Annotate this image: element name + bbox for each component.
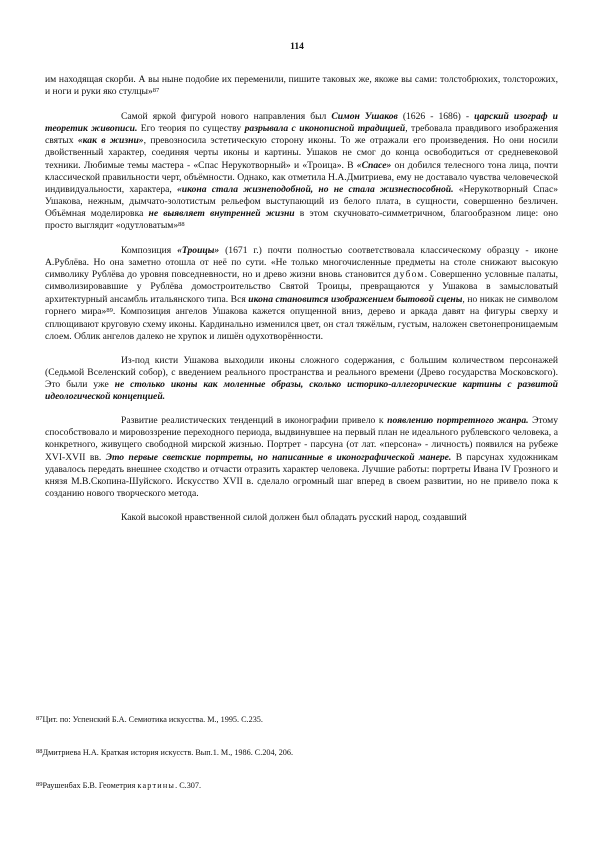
emphasis-text: Это первые светские портреты, но написанные в иконографической манере. xyxy=(105,451,452,463)
text-run: В парсунах художникам удавалось передать внешнее сходство и отчасти отразить характер человека. Лучшие работы: портреты Ивана IV Грозного и князя М.В.Скопина-Шуйского. Искусство XVII в. сделало огромный шаг вперед в своем развитии, но не привело пока к созданию нового творческого метода. xyxy=(45,451,558,499)
footnote-ref-89[interactable]: 89 xyxy=(106,306,113,314)
footnote-spaced-text: картины xyxy=(137,781,176,790)
footnote-text: . С.307. xyxy=(175,781,202,790)
emphasis-text: появлению портретного жанра. xyxy=(387,415,529,427)
text-run: Этому способствовало и мировоззрение переходного периода, выдвинувшее на первый план не идеального рублевского человека, а конкретного, живущего свободной мирской жизнью. Портрет - парсуна (от лат. «персона» - личность) появился на рубеже XVI-XVII вв. xyxy=(45,415,559,463)
text-run: (1671 г.) почти полностью соответствовала классическому образцу - иконе А.Рублёва. Но она заметно отошла от неё по сути. «Не только многочисленные предметы на столе снижают высокую символику Рублёва до уровня повседневности, но и древо жизни вновь становится xyxy=(45,245,558,281)
footnote-ref-87[interactable]: 87 xyxy=(152,87,160,95)
text-run: . Композиция ангелов Ушакова кажется опущенной вниз, дерево и аркада давят на фигуры сверху и сплющивают круговую схему иконы. Кардинально изменился цвет, он стал тяжёлым, густым, наложен светонепроницаемым слоем. Облик ангелов далеко не хрупок и лишён одухотворённости. xyxy=(45,305,558,342)
body-text xyxy=(45,74,558,536)
text-run: Из-под кисти Ушакова выходили иконы сложного содержания, с большим количеством персонажей (Седьмой Вселенский собор), с введением реального пространства и реального времени (Древо государства Московского). Это были уже xyxy=(45,354,558,391)
text-run: Какой высокой нравственной силой должен был обладать русский народ, создавший xyxy=(121,511,467,523)
page-number: 114 xyxy=(290,42,304,52)
text-run: в этом скучновато-симметричном, благообразном лице: оно просто выглядит «одутловатым» xyxy=(45,207,559,232)
emphasis-text: не выявляет внутренней жизни xyxy=(148,207,295,219)
emphasis-text: разрывала с иконописной традицией xyxy=(244,123,406,135)
footnote-number: 89 xyxy=(36,781,43,788)
footnote-87 xyxy=(36,715,556,724)
paragraph-1 xyxy=(45,74,558,99)
text-run: , требовала правдивого изображения святых xyxy=(45,123,558,147)
emphasis-text: «как в жизни» xyxy=(77,135,144,147)
footnotes xyxy=(36,715,556,814)
emphasis-text: икона становится изображением бытовой сцены xyxy=(248,293,463,305)
footnote-number: 87 xyxy=(36,715,43,722)
emphasis-text: не столько иконы как моленные образы, сколько историко-аллегорические картины с развитой идеологической концепцией. xyxy=(45,379,558,403)
text-run: (1626 - 1686) - xyxy=(397,111,475,123)
text-run: , превозносила эстетическую сторону иконы. То же отражали его произведения. Но они носили двойственный характер, соединяя черты иконы и картины. Ушаков не смог до конца освободиться от средневековой техники. Любимые темы мастера - «Спас Нерукотворный» и «Троица». В xyxy=(45,135,558,171)
paragraph-4 xyxy=(45,355,558,403)
footnote-89 xyxy=(36,781,556,790)
footnote-text: Цит. по: Успенский Б.А. Семиотика искусства. М., 1995. С.235. xyxy=(42,715,263,724)
paragraph-3 xyxy=(45,245,558,343)
text-run: Его теория по существу xyxy=(137,123,245,135)
footnote-text: Дмитриева Н.А. Краткая история искусств. Вып.1. М., 1986. С.204, 206. xyxy=(42,748,294,757)
text-run: он добился телесного тона лица, почти классической правильности черт, объёмности. Однако, как отметила Н.А.Дмитриева, ему не доставало чувства человеческой индивидуальности, характера, xyxy=(45,159,558,195)
footnote-88 xyxy=(36,748,556,757)
footnote-ref-88[interactable]: 88 xyxy=(178,221,185,229)
paragraph-6 xyxy=(45,512,558,524)
text-run: . Совершенно условные палаты, символизировавшие у Рублёва домостроительство Святой Троицы, превращаются у Ушакова в замысловатый архитектурный ансамбль итальянского типа. Вся xyxy=(45,269,558,305)
emphasis-text: «икона стала жизнеподобной, но не стала жизнеспособной. xyxy=(177,183,454,195)
emphasis-text: царский изограф и теоретик живописи. xyxy=(45,111,559,135)
spaced-text: дубом xyxy=(393,269,425,281)
text-run: Самой яркой фигурой нового направления был xyxy=(121,111,332,123)
paragraph-5 xyxy=(45,415,558,500)
footnote-number: 88 xyxy=(36,748,43,755)
emphasis-text: «Троицы» xyxy=(177,245,220,257)
text-run: им находящая скорби. А вы ныне подобие их переменили, пишите таковых же, якоже вы сами: толстобрюхих, толсторожих, и ноги и руки яко стулцы» xyxy=(45,74,558,98)
text-run: Композиция xyxy=(121,245,178,257)
footnote-text: Раушенбах Б.В. Геометрия xyxy=(42,781,138,790)
paragraph-2 xyxy=(45,111,558,233)
emphasis-text: «Спасе» xyxy=(356,159,392,171)
text-run: «Нерукотворный Спас» Ушакова, нежным, дымчато-золотистым рельефом выступающий из белого плата, в сущности, совершенно безличен. Объёмная моделировка xyxy=(45,183,558,219)
text-run: , но никак не символом горнего мира» xyxy=(45,293,558,317)
text-run: Развитие реалистических тенденций в иконографии привело к xyxy=(121,415,388,427)
emphasis-text: Симон Ушаков xyxy=(331,111,398,123)
